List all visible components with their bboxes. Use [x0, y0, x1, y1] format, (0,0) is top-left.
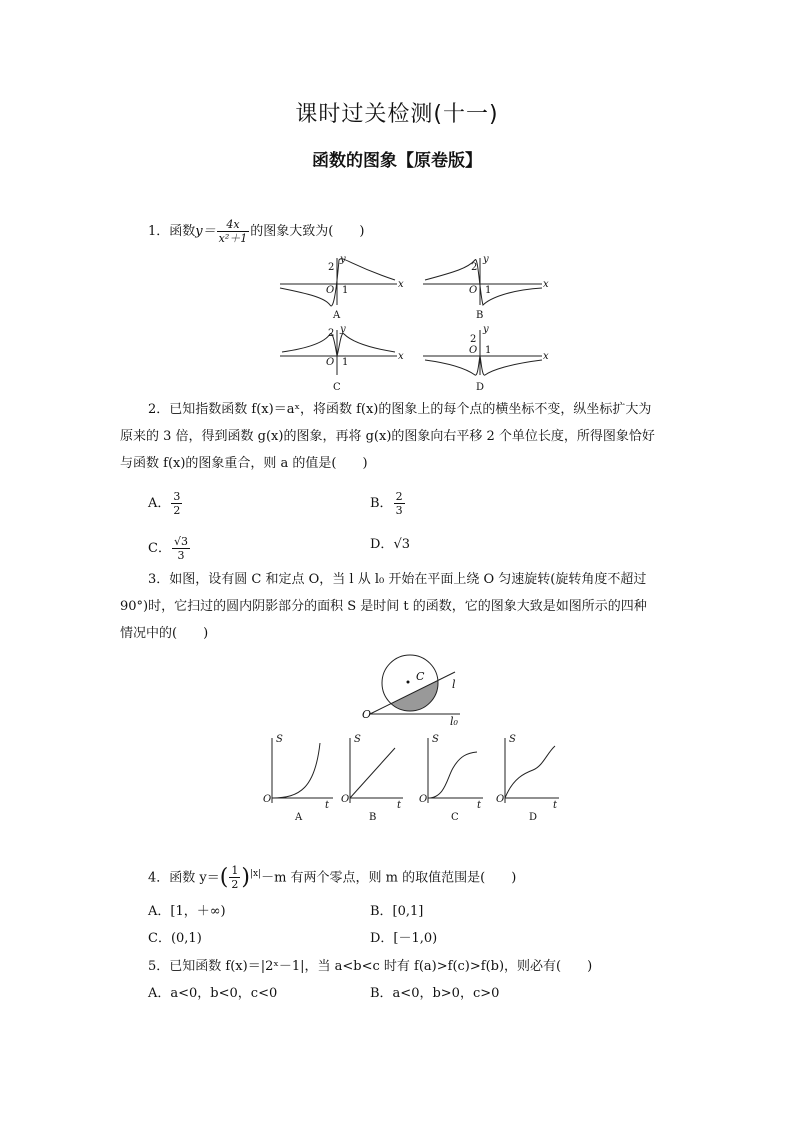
- q1-frac-den: x²＋1: [218, 232, 248, 245]
- q3-center-point: [407, 681, 410, 684]
- q1-label-d: D: [476, 382, 485, 393]
- q1-b-x: x: [543, 279, 549, 290]
- q1-c-origin: O: [326, 357, 335, 368]
- q3-d-t: t: [553, 800, 558, 811]
- q1-fraction: [217, 218, 250, 245]
- q1-d-y: y: [483, 324, 489, 335]
- q3-label-c: C: [451, 812, 459, 823]
- page-title: 课时过关检测(十一): [295, 102, 499, 127]
- q1-d-origin: O: [469, 345, 478, 356]
- q1-graph-d: [423, 330, 542, 375]
- q3-b-s: S: [354, 734, 361, 745]
- q3-graph-c: [428, 738, 483, 803]
- q1-c-x: x: [398, 351, 404, 362]
- page-subtitle: 函数的图象【原卷版】: [312, 151, 482, 171]
- q2-b-num: 2: [395, 490, 403, 503]
- question-2-line-2: 原来的 3 倍，得到函数 g(x)的图象，再将 g(x)的图象向右平移 2 个单位长度，所得图象恰好: [120, 429, 655, 444]
- q3-label-d: D: [529, 812, 538, 823]
- q1-a-x: x: [398, 279, 404, 290]
- q2-b-den: 3: [395, 504, 403, 517]
- question-4-stem: [148, 864, 516, 891]
- q3-c-o: O: [419, 794, 428, 805]
- q2-option-d-label: D．: [370, 537, 394, 552]
- q2-option-b-label: B．: [370, 496, 393, 511]
- q3-label-b: B: [369, 812, 377, 823]
- q1-suffix: 的图象大致为( ): [250, 224, 365, 239]
- question-2-line-1: 2．已知指数函数 f(x)＝aˣ，将函数 f(x)的图象上的每个点的横坐标不变，纵坐标扩大为: [148, 402, 652, 417]
- q2-a-den: 2: [173, 504, 181, 517]
- q2-c-num: √3: [173, 535, 188, 548]
- q1-d-tick2: 2: [470, 334, 477, 345]
- q4-frac-den: 2: [231, 878, 239, 892]
- q4-exponent: |x|: [249, 869, 262, 879]
- q3-c-t: t: [477, 800, 482, 811]
- q1-a-tick1: 1: [342, 285, 349, 296]
- q3-d-o: O: [496, 794, 505, 805]
- q1-a-origin: O: [326, 285, 335, 296]
- q2-option-c-label: C．: [148, 541, 171, 556]
- q1-label-a: A: [333, 310, 341, 321]
- q3-circle-figure: [360, 650, 470, 730]
- q3-label-o: O: [362, 708, 372, 721]
- q1-label-b: B: [476, 310, 484, 321]
- q3-a-t: t: [325, 800, 330, 811]
- q1-c-y: y: [340, 324, 346, 335]
- q1-yeq: y＝: [195, 224, 216, 239]
- q1-a-tick2: 2: [328, 262, 335, 273]
- q2-option-c-frac: [172, 535, 190, 562]
- q4-suffix: －m 有两个零点，则 m 的取值范围是( ): [261, 870, 517, 886]
- q3-graph-d: [505, 738, 559, 803]
- q1-b-tick1: 1: [485, 285, 492, 296]
- q4-option-a: A．[1，＋∞): [148, 904, 226, 919]
- q2-option-d-text: √3: [393, 537, 410, 552]
- q5-option-a: A．a<0，b<0，c<0: [148, 986, 278, 1001]
- q1-prefix: 1．函数: [148, 224, 196, 239]
- q5-option-b: B．a<0，b>0，c>0: [370, 986, 500, 1001]
- question-1-stem: [148, 218, 364, 245]
- q3-a-o: O: [263, 794, 272, 805]
- q3-label-a: A: [295, 812, 303, 823]
- q1-a-y: y: [340, 254, 346, 265]
- q2-option-b: [370, 490, 406, 517]
- q3-label-c: C: [416, 670, 425, 683]
- q4-option-b: B．[0,1]: [370, 904, 424, 919]
- q1-c-tick1: 1: [342, 357, 349, 368]
- q4-fraction: [229, 864, 240, 891]
- q3-label-l0: l₀: [450, 715, 458, 728]
- q1-graph-a: [280, 258, 397, 306]
- q2-option-d: [370, 535, 410, 555]
- q3-b-o: O: [341, 794, 350, 805]
- q3-c-s: S: [432, 734, 439, 745]
- q1-b-tick2: 2: [471, 262, 478, 273]
- q3-a-s: S: [276, 734, 283, 745]
- q3-graph-b: [350, 738, 403, 803]
- q4-paren-close: ): [241, 864, 250, 890]
- q2-option-b-frac: [394, 490, 405, 517]
- q1-b-origin: O: [469, 285, 478, 296]
- q2-option-a: [148, 490, 183, 517]
- q4-option-d: D．[－1,0): [370, 931, 438, 946]
- q1-b-y: y: [483, 254, 489, 265]
- q4-paren-open: (: [219, 864, 229, 890]
- q3-d-s: S: [509, 734, 516, 745]
- q3-graph-a: [272, 738, 333, 803]
- question-5-stem: 5．已知函数 f(x)＝|2ˣ－1|，当 a<b<c 时有 f(a)>f(c)>f(b)，则必有( ): [148, 959, 593, 974]
- q4-option-c: C．(0,1): [148, 931, 202, 946]
- q2-c-den: 3: [177, 549, 185, 562]
- question-2-line-3: 与函数 f(x)的图象重合，则 a 的值是( ): [120, 456, 368, 471]
- q3-b-t: t: [397, 800, 402, 811]
- q1-c-tick2: 2: [328, 328, 335, 339]
- q4-frac-num: 1: [231, 864, 239, 878]
- q1-graph-b: [423, 258, 542, 305]
- q1-frac-num: 4x: [217, 218, 250, 232]
- q2-option-c: [148, 535, 191, 562]
- q1-graph-c: [280, 330, 397, 375]
- q2-a-num: 3: [173, 490, 181, 503]
- question-3-line-1: 3．如图，设有圆 C 和定点 O，当 l 从 l₀ 开始在平面上绕 O 匀速旋转(旋转角度不超过: [148, 572, 647, 587]
- q1-graphs-figure: [270, 250, 560, 395]
- question-3-line-2: 90°)时，它扫过的圆内阴影部分的面积 S 是时间 t 的函数，它的图象大致是如图所示的四种: [120, 599, 647, 614]
- q2-option-a-frac: [171, 490, 182, 517]
- question-3-line-3: 情况中的( ): [120, 626, 209, 641]
- q4-prefix: 4．函数 y＝: [148, 870, 220, 886]
- q3-graphs-figure: [255, 728, 565, 828]
- q3-label-l: l: [452, 678, 456, 691]
- q1-label-c: C: [333, 382, 341, 393]
- q2-option-a-label: A．: [148, 496, 171, 511]
- q1-d-tick1: 1: [485, 345, 492, 356]
- q1-d-x: x: [543, 351, 549, 362]
